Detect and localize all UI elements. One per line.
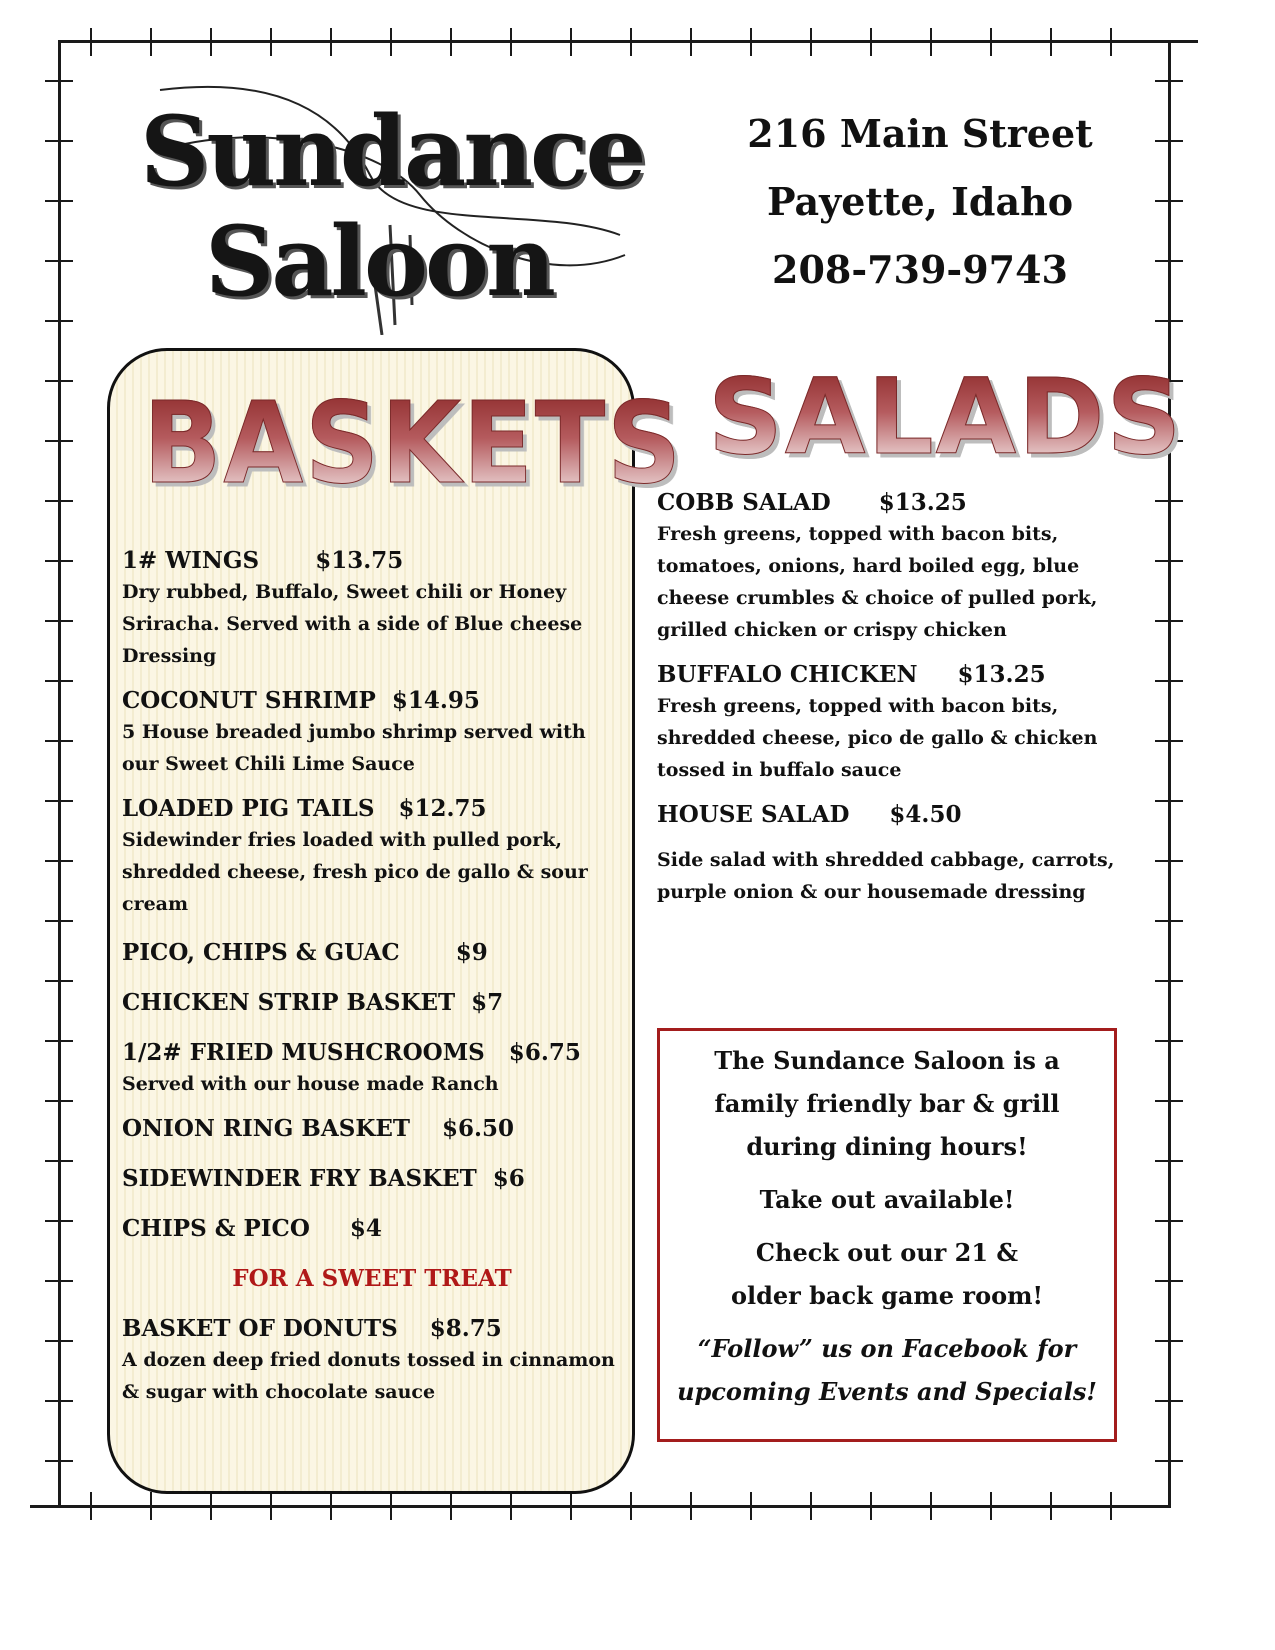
barb-mark xyxy=(45,920,73,922)
barb-mark xyxy=(45,740,73,742)
barb-mark xyxy=(1155,140,1183,142)
barb-mark xyxy=(150,1492,152,1520)
baskets-heading: BASKETS xyxy=(143,379,684,509)
menu-item-cobb-salad xyxy=(657,488,1127,646)
menu-item-chicken-strip-basket xyxy=(122,988,622,1018)
facebook-follow-text: “Follow” us on Facebook for upcoming Events and Specials! xyxy=(677,1334,1097,1406)
item-name: CHIPS & PICO $4 xyxy=(122,1215,382,1242)
barb-mark xyxy=(1155,320,1183,322)
barb-mark xyxy=(270,1492,272,1520)
item-name: CHICKEN STRIP BASKET $7 xyxy=(122,989,504,1016)
barb-mark xyxy=(45,620,73,622)
barb-mark xyxy=(330,1492,332,1520)
barb-mark xyxy=(570,1492,572,1520)
item-name: SIDEWINDER FRY BASKET $6 xyxy=(122,1165,525,1192)
barb-mark xyxy=(45,1460,73,1462)
logo-text-saloon: Saloon xyxy=(205,205,553,318)
item-name: ONION RING BASKET $6.50 xyxy=(122,1115,515,1142)
barb-mark xyxy=(1155,860,1183,862)
sundance-saloon-logo xyxy=(120,85,644,335)
barb-mark xyxy=(45,1040,73,1042)
street-address: 216 Main Street xyxy=(747,111,1093,156)
barb-mark xyxy=(1110,1492,1112,1520)
barb-mark xyxy=(1155,1220,1183,1222)
barb-mark xyxy=(270,28,272,56)
family-friendly-text: The Sundance Saloon is a family friendly bar & grill during dining hours! xyxy=(714,1046,1060,1161)
barb-mark xyxy=(45,320,73,322)
item-description: Side salad with shredded cabbage, carrots, purple onion & our housemade dressing xyxy=(657,849,1115,903)
barb-mark xyxy=(1155,1040,1183,1042)
barb-mark xyxy=(1155,620,1183,622)
barb-mark xyxy=(1155,560,1183,562)
barb-mark xyxy=(930,1492,932,1520)
barb-mark xyxy=(810,28,812,56)
barb-mark xyxy=(450,28,452,56)
logo-text-sundance: Sundance xyxy=(140,95,644,208)
barb-mark xyxy=(1155,200,1183,202)
barb-mark xyxy=(45,1100,73,1102)
barb-mark xyxy=(510,1492,512,1520)
menu-item-wings xyxy=(122,546,622,672)
barb-mark xyxy=(1050,1492,1052,1520)
item-name: BUFFALO CHICKEN $13.25 xyxy=(657,661,1046,688)
barb-mark xyxy=(1155,1460,1183,1462)
item-name: COBB SALAD $13.25 xyxy=(657,489,967,516)
menu-item-onion-ring-basket xyxy=(122,1114,622,1144)
barb-mark xyxy=(1155,1400,1183,1402)
barb-mark xyxy=(570,28,572,56)
menu-item-house-salad xyxy=(657,800,1127,908)
barb-mark xyxy=(1155,260,1183,262)
barb-mark xyxy=(390,1492,392,1520)
item-description: Fresh greens, topped with bacon bits, shredded cheese, pico de gallo & chicken tossed in buffalo sauce xyxy=(657,695,1098,781)
barb-mark xyxy=(45,1340,73,1342)
menu-item-chips-pico xyxy=(122,1214,622,1244)
barb-mark xyxy=(210,1492,212,1520)
item-description: Served with our house made Ranch xyxy=(122,1073,499,1095)
barb-mark xyxy=(930,28,932,56)
barb-mark xyxy=(45,440,73,442)
phone-number: 208-739-9743 xyxy=(772,247,1068,292)
barb-mark xyxy=(45,860,73,862)
barb-mark xyxy=(150,28,152,56)
menu-item-fried-mushrooms xyxy=(122,1038,622,1100)
item-description: Sidewinder fries loaded with pulled pork, shredded cheese, fresh pico de gallo & sour cream xyxy=(122,829,588,915)
barb-mark xyxy=(45,800,73,802)
barb-mark xyxy=(210,28,212,56)
barb-mark xyxy=(630,28,632,56)
barb-mark xyxy=(390,28,392,56)
barb-mark xyxy=(630,1492,632,1520)
item-name: HOUSE SALAD $4.50 xyxy=(657,801,962,828)
barb-mark xyxy=(330,28,332,56)
barb-mark xyxy=(45,260,73,262)
barb-mark xyxy=(690,28,692,56)
item-name: 1# WINGS $13.75 xyxy=(122,547,404,574)
barb-mark xyxy=(750,1492,752,1520)
menu-item-sidewinder-fry-basket xyxy=(122,1164,622,1194)
takeout-text: Take out available! xyxy=(759,1185,1015,1214)
barb-mark xyxy=(90,28,92,56)
barb-mark xyxy=(870,1492,872,1520)
barb-mark xyxy=(1155,1100,1183,1102)
item-description: Dry rubbed, Buffalo, Sweet chili or Honey Sriracha. Served with a side of Blue cheese Dressing xyxy=(122,581,583,667)
barb-mark xyxy=(45,1220,73,1222)
barb-mark xyxy=(45,1160,73,1162)
menu-item-buffalo-chicken xyxy=(657,660,1127,786)
item-name: LOADED PIG TAILS $12.75 xyxy=(122,795,487,822)
item-description: A dozen deep fried donuts tossed in cinnamon & sugar with chocolate sauce xyxy=(122,1349,615,1403)
barb-mark xyxy=(1155,1340,1183,1342)
barb-mark xyxy=(810,1492,812,1520)
item-name: COCONUT SHRIMP $14.95 xyxy=(122,687,480,714)
barb-mark xyxy=(1155,1160,1183,1162)
barb-mark xyxy=(45,1280,73,1282)
game-room-text: Check out our 21 & older back game room! xyxy=(730,1238,1044,1310)
menu-item-basket-of-donuts xyxy=(122,1314,622,1408)
frame-bottom xyxy=(30,1505,1170,1508)
barb-mark xyxy=(1155,740,1183,742)
barb-mark xyxy=(1155,800,1183,802)
barb-mark xyxy=(1050,28,1052,56)
sweet-treat-heading: FOR A SWEET TREAT xyxy=(232,1265,512,1292)
barb-mark xyxy=(45,980,73,982)
barb-mark xyxy=(1155,80,1183,82)
barb-mark xyxy=(870,28,872,56)
item-name: BASKET OF DONUTS $8.75 xyxy=(122,1315,502,1342)
item-description: 5 House breaded jumbo shrimp served with our Sweet Chili Lime Sauce xyxy=(122,721,586,775)
address-block xyxy=(690,100,1150,304)
baskets-item-list xyxy=(122,546,622,1408)
barb-mark xyxy=(990,28,992,56)
barb-mark xyxy=(1155,500,1183,502)
frame-top xyxy=(58,40,1198,43)
item-name: PICO, CHIPS & GUAC $9 xyxy=(122,939,488,966)
barb-mark xyxy=(1155,920,1183,922)
city-state: Payette, Idaho xyxy=(766,179,1074,224)
barb-mark xyxy=(45,1400,73,1402)
barb-mark xyxy=(1110,28,1112,56)
salads-item-list xyxy=(657,488,1127,908)
barb-mark xyxy=(1155,680,1183,682)
item-description: Fresh greens, topped with bacon bits, tomatoes, onions, hard boiled egg, blue cheese crumbles & choice of pulled pork, grilled chicken or crispy chicken xyxy=(657,523,1098,641)
barb-mark xyxy=(690,1492,692,1520)
barb-mark xyxy=(45,560,73,562)
info-box xyxy=(657,1028,1117,1442)
barb-mark xyxy=(450,1492,452,1520)
barb-mark xyxy=(45,200,73,202)
barb-mark xyxy=(1155,1280,1183,1282)
barb-mark xyxy=(510,28,512,56)
barb-mark xyxy=(90,1492,92,1520)
barb-mark xyxy=(45,140,73,142)
menu-item-loaded-pig-tails xyxy=(122,794,622,920)
barb-mark xyxy=(45,380,73,382)
menu-item-pico-chips-guac xyxy=(122,938,622,968)
barb-mark xyxy=(45,500,73,502)
barb-mark xyxy=(750,28,752,56)
barb-mark xyxy=(45,80,73,82)
barb-mark xyxy=(990,1492,992,1520)
item-name: 1/2# FRIED MUSHCROOMS $6.75 xyxy=(122,1039,581,1066)
barb-mark xyxy=(45,680,73,682)
menu-item-coconut-shrimp xyxy=(122,686,622,780)
salads-heading: SALADS xyxy=(708,356,1184,478)
barb-mark xyxy=(1155,980,1183,982)
